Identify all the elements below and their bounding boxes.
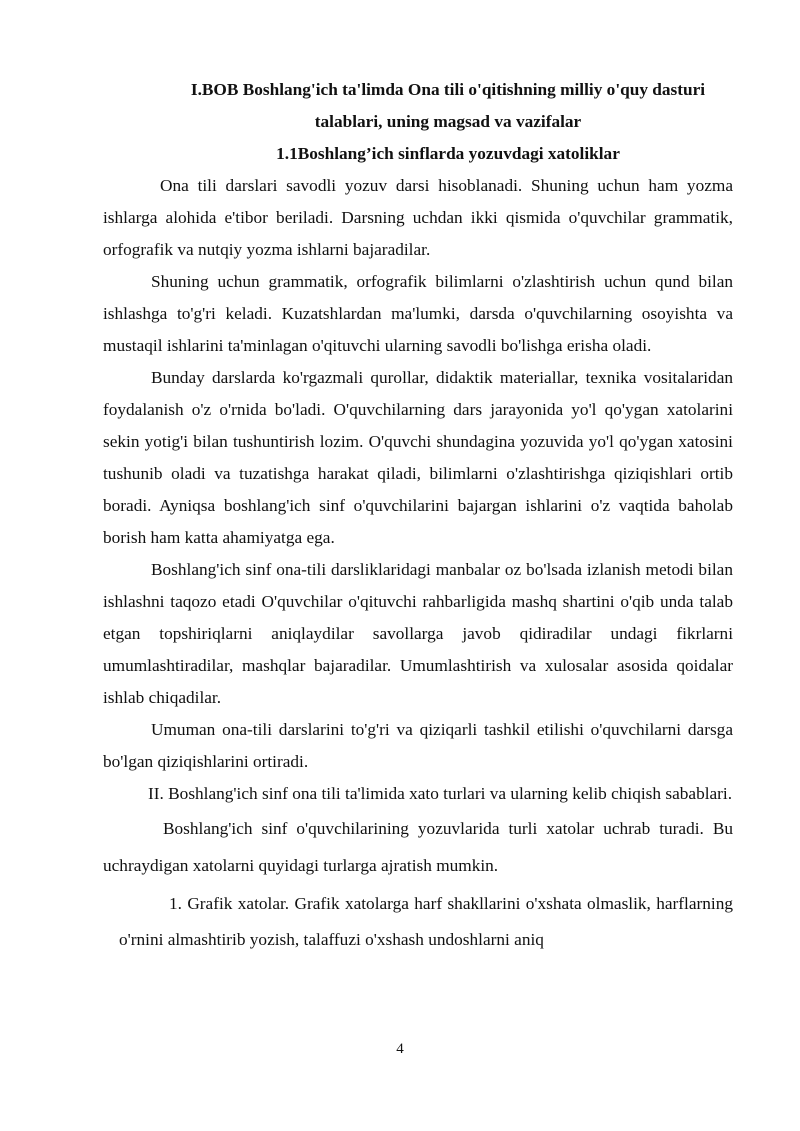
paragraph-5: Umuman ona-tili darslarini to'g'ri va qiziqarli tashkil etilishi o'quvchilarni darsga bo'lgan qiziqishlarini ortiradi. [103,720,733,771]
section-title: 1.1Boshlang’ich sinflarda yozuvdagi xatoliklar [276,144,620,163]
paragraph-1: Ona tili darslari savodli yozuv darsi hisoblanadi. Shuning uchun ham yozma ishlarga alohida e'tibor beriladi. Darsning uchdan ikki qismida o'quvchilar grammatik, orfografik va nutqiy yozma ishlarni bajaradilar. [103,176,733,259]
page-number: 4 [396,1041,404,1057]
chapter-title: I.BOB Boshlang'ich ta'limda Ona tili o'qitishning milliy o'quy dasturi talablari, uning magsad va vazifalar [190,80,706,131]
paragraph-2: Shuning uchun grammatik, orfografik bilimlarni o'zlashtirish uchun qund bilan ishlashga to'g'ri keladi. Kuzatshlardan ma'lumki, darsda o'quvchilarning osoyishta va mustaqil ishlarini ta'minlagan o'qituvchi ularning savodli bo'lishga erisha oladi. [103,272,733,355]
paragraph-6-heading: II. Boshlang'ich sinf ona tili ta'limida xato turlari va ularning kelib chiqish sabablari. [148,784,733,803]
paragraph-7: Boshlang'ich sinf o'quvchilarining yozuvlarida turli xatolar uchrab turadi. Bu uchraydigan xatolarni quyidagi turlarga ajratish mumkin. [103,819,733,875]
paragraph-8-list-item: 1. Grafik xatolar. Grafik xatolarga harf shakllarini o'xshata olmaslik, harflarning o'rnini almashtirib yozish, talaffuzi o'xshash undoshlarni aniq [119,894,733,949]
document-page [103,74,733,958]
paragraph-3: Bunday darslarda ko'rgazmali qurollar, didaktik materiallar, texnika vositalaridan foydalanish o'z o'rnida bo'ladi. O'quvchilarning dars jarayonida yo'l qo'ygan xatolarini sekin yotig'i bilan tushuntirish lozim. O'quvchi shundagina yozuvida yo'l qo'ygan xatosini tushunib oladi va tuzatishga harakat qiladi, bilimlarni o'zlashtirishga qiziqishlari ortib boradi. Ayniqsa boshlang'ich sinf o'quvchilarini bajargan ishlarini o'z vaqtida baholab borish ham katta ahamiyatga ega. [103,368,733,547]
paragraph-4: Boshlang'ich sinf ona-tili darsliklaridagi manbalar oz bo'lsada izlanish metodi bilan ishlashni taqozo etadi O'quvchilar o'qituvchi rahbarligida mashq shartini o'qib unda talab etgan topshiriqlarni aniqlaydilar savollarga javob qidiradilar undagi fikrlarni umumlashtiradilar, mashqlar bajaradilar. Umumlashtirish va xulosalar asosida qoidalar ishlab chiqadilar. [103,560,733,707]
